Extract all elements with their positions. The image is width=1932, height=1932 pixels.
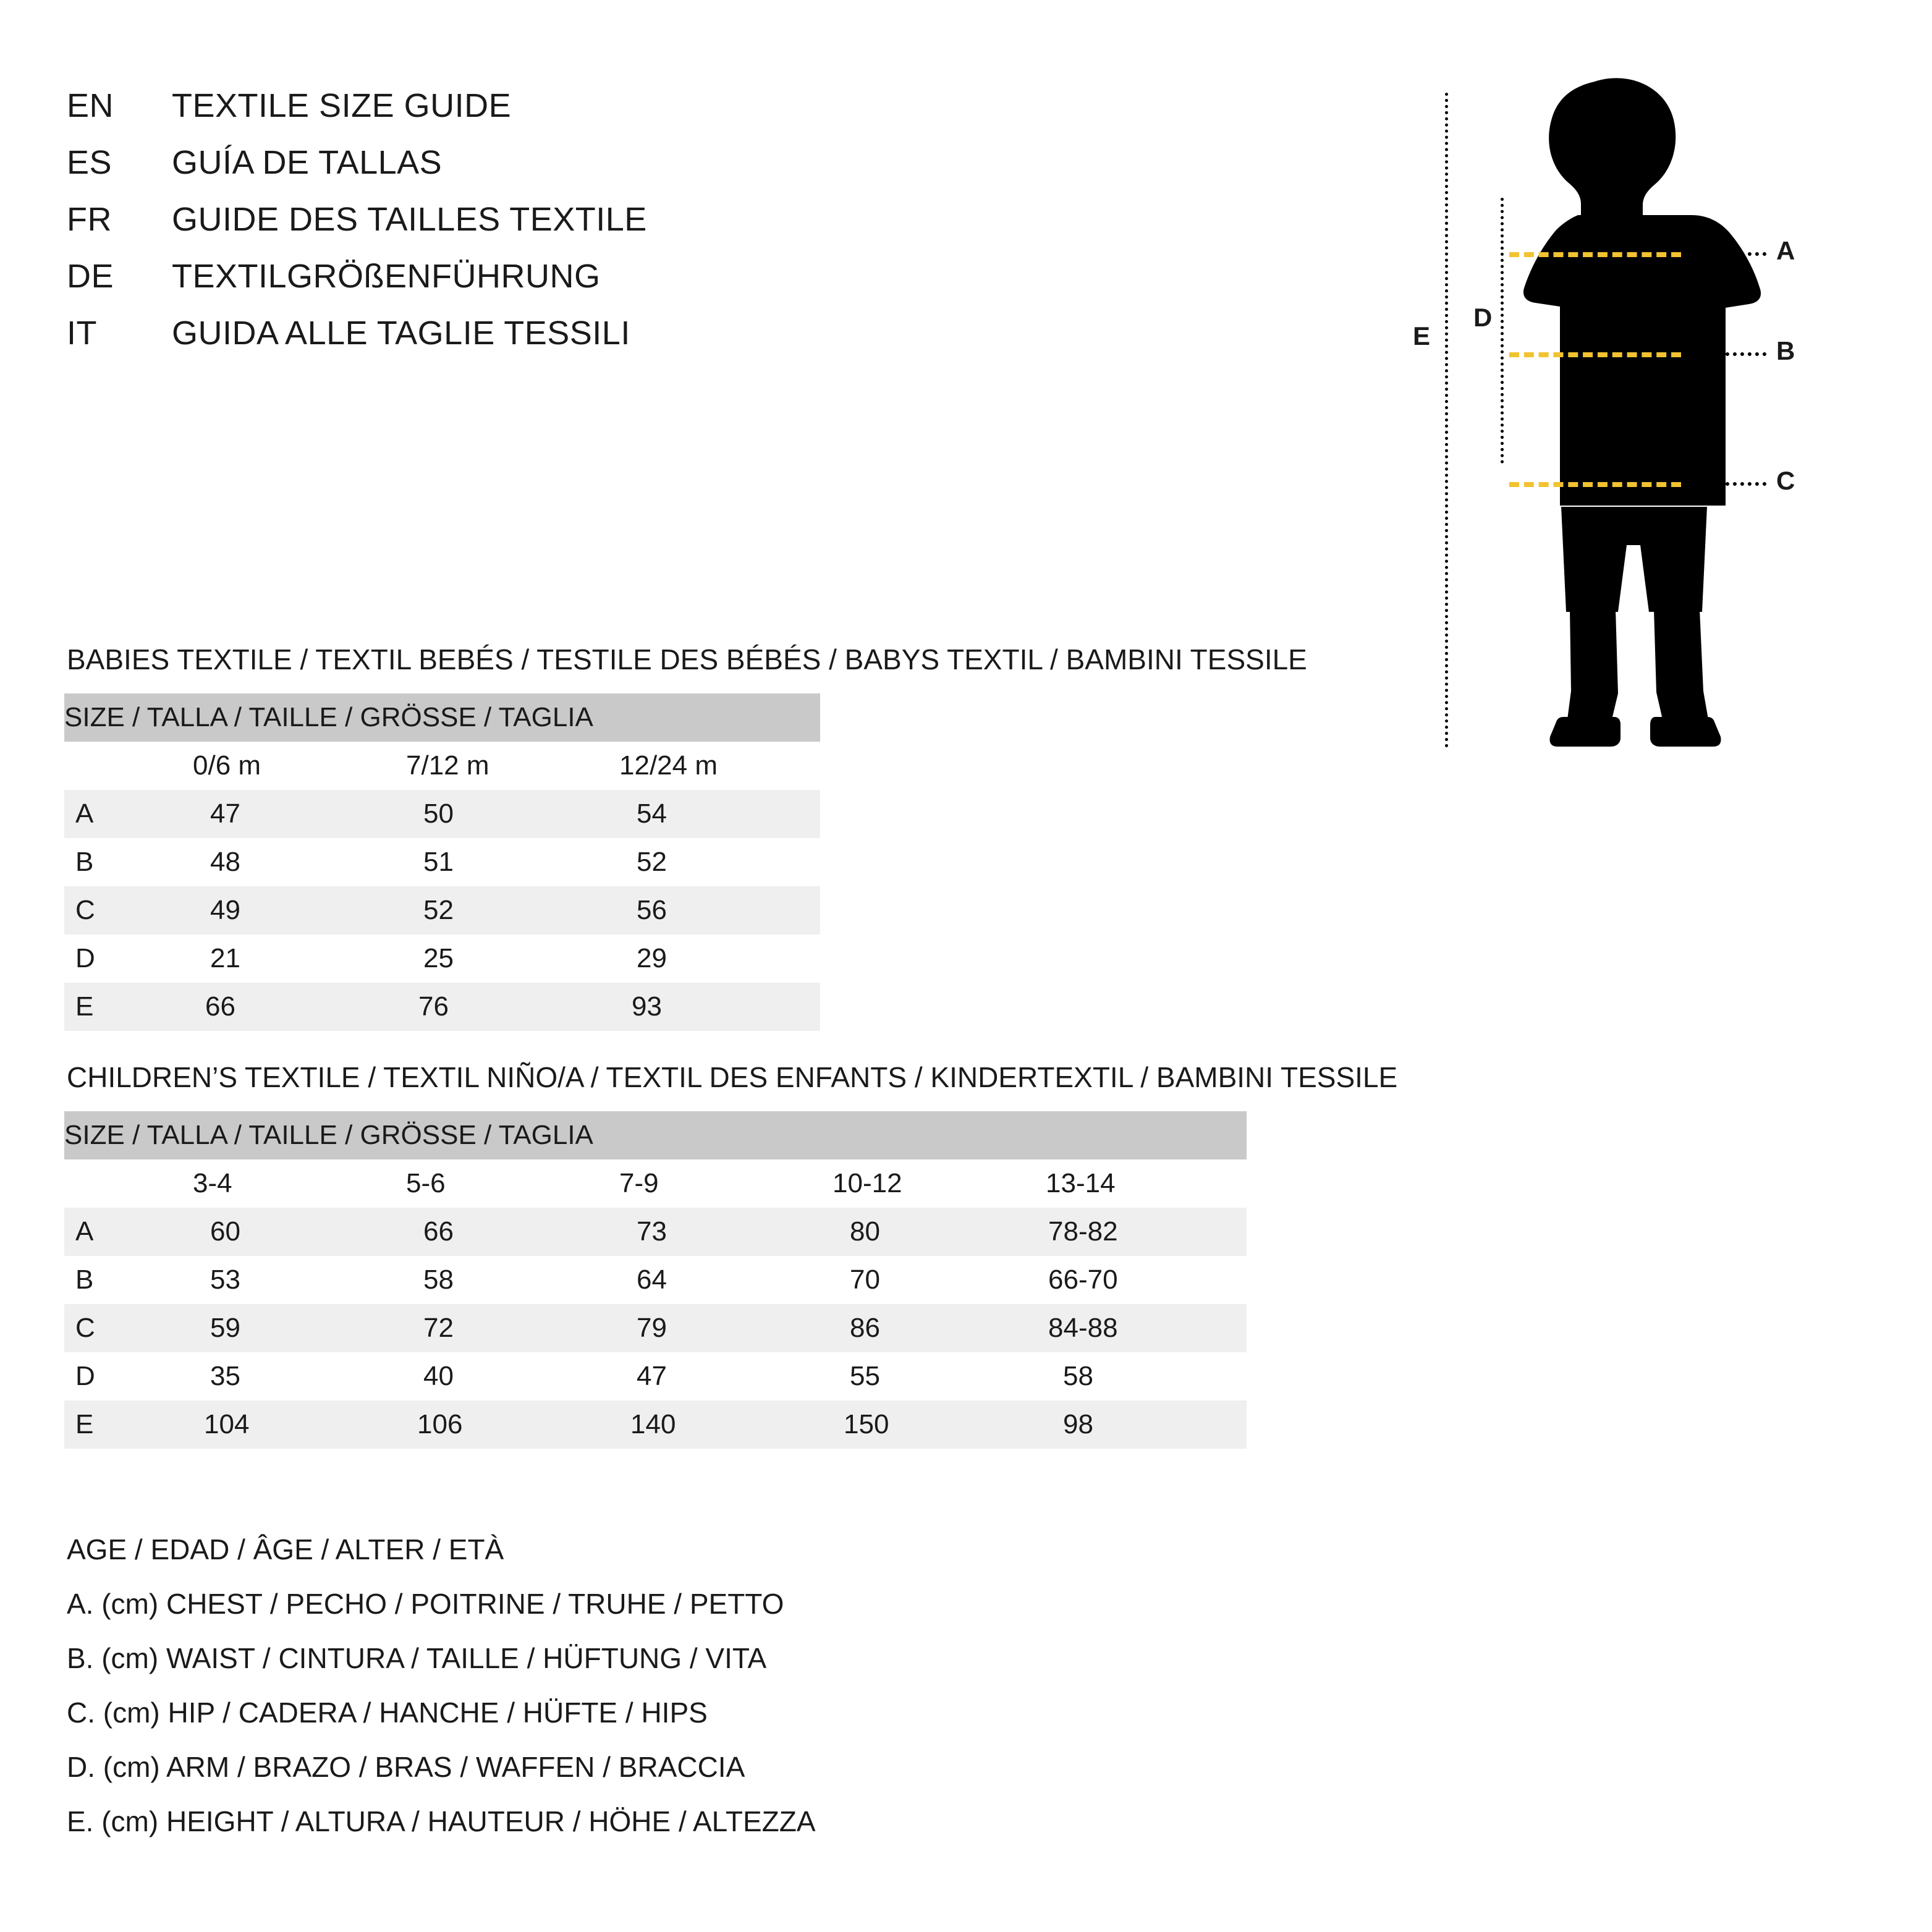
table-cell: 104 (180, 1400, 394, 1449)
language-row (67, 200, 1241, 257)
row-label: C (64, 1304, 180, 1352)
babies-size-table-wrapper (64, 693, 820, 1031)
table-row (64, 886, 820, 934)
table-cell: 40 (394, 1352, 607, 1400)
measurement-figure (1409, 74, 1891, 766)
table-row (64, 1304, 1247, 1352)
table-cell: 64 (607, 1256, 820, 1304)
table-cell: 79 (607, 1304, 820, 1352)
babies-column-header-row (64, 742, 820, 790)
table-cell: 21 (180, 934, 394, 983)
children-col-header: 10-12 (820, 1159, 1033, 1208)
measurement-legend (67, 1533, 1303, 1859)
babies-table-band-row (64, 693, 820, 742)
legend-line-height: E. (cm) HEIGHT / ALTURA / HAUTEUR / HÖHE / ALTEZZA (67, 1805, 816, 1837)
table-row (64, 838, 820, 886)
children-col-header: 13-14 (1033, 1159, 1247, 1208)
table-cell: 25 (394, 934, 607, 983)
table-cell: 80 (820, 1208, 1033, 1256)
table-cell: 53 (180, 1256, 394, 1304)
children-col-header: 7-9 (607, 1159, 820, 1208)
table-cell: 48 (180, 838, 394, 886)
row-label: B (64, 838, 180, 886)
figure-label-a: A (1776, 236, 1795, 265)
row-label: D (64, 1352, 180, 1400)
table-cell: 140 (607, 1400, 820, 1449)
table-cell: 84-88 (1033, 1304, 1247, 1352)
child-silhouette-icon (1502, 74, 1768, 748)
figure-label-b: B (1776, 336, 1795, 365)
children-column-header-row (64, 1159, 1247, 1208)
table-cell: 51 (394, 838, 607, 886)
waist-leader-line (1681, 352, 1766, 356)
language-title-block (67, 87, 1241, 371)
table-cell: 60 (180, 1208, 394, 1256)
table-cell: 49 (180, 886, 394, 934)
figure-label-e: E (1413, 321, 1431, 350)
babies-col-header: 7/12 m (394, 742, 607, 790)
hip-leader-line (1681, 482, 1766, 486)
children-size-table (64, 1111, 1247, 1449)
chest-measure-line (1509, 252, 1681, 257)
babies-size-table (64, 693, 820, 1031)
row-label: E (64, 983, 180, 1031)
children-col-header: 3-4 (180, 1159, 394, 1208)
language-row (67, 314, 1241, 371)
table-cell: 93 (607, 983, 820, 1031)
table-cell: 47 (607, 1352, 820, 1400)
language-row (67, 257, 1241, 314)
figure-label-d: D (1473, 303, 1493, 332)
table-cell: 86 (820, 1304, 1033, 1352)
table-cell: 150 (820, 1400, 1033, 1449)
babies-corner-cell (64, 742, 180, 790)
language-code: IT (67, 315, 97, 352)
babies-col-header: 12/24 m (607, 742, 820, 790)
legend-line-age: AGE / EDAD / ÂGE / ALTER / ETÀ (67, 1533, 504, 1566)
table-cell: 72 (394, 1304, 607, 1352)
row-label: E (64, 1400, 180, 1449)
table-cell: 66 (394, 1208, 607, 1256)
table-cell: 76 (394, 983, 607, 1031)
language-row (67, 143, 1241, 200)
table-cell: 47 (180, 790, 394, 838)
babies-col-header: 0/6 m (180, 742, 394, 790)
children-band-label: SIZE / TALLA / TAILLE / GRÖSSE / TAGLIA (64, 1111, 1247, 1159)
figure-label-c: C (1776, 466, 1795, 495)
language-code: DE (67, 258, 114, 295)
language-code: ES (67, 144, 112, 181)
table-cell: 52 (394, 886, 607, 934)
table-cell: 66 (180, 983, 394, 1031)
language-title: GUIDA ALLE TAGLIE TESSILI (172, 315, 630, 352)
table-row (64, 1400, 1247, 1449)
language-title: TEXTILE SIZE GUIDE (172, 87, 512, 124)
table-row (64, 1256, 1247, 1304)
language-row (67, 87, 1241, 143)
babies-section-heading: BABIES TEXTILE / TEXTIL BEBÉS / TESTILE DES BÉBÉS / BABYS TEXTIL / BAMBINI TESSILE (67, 643, 1307, 676)
table-cell: 55 (820, 1352, 1033, 1400)
hip-measure-line (1509, 482, 1681, 487)
legend-line-waist: B. (cm) WAIST / CINTURA / TAILLE / HÜFTUNG / VITA (67, 1642, 767, 1674)
table-cell: 58 (1033, 1352, 1247, 1400)
row-label: D (64, 934, 180, 983)
table-cell: 78-82 (1033, 1208, 1247, 1256)
legend-line-chest: A. (cm) CHEST / PECHO / POITRINE / TRUHE / PETTO (67, 1588, 784, 1620)
table-cell: 106 (394, 1400, 607, 1449)
children-corner-cell (64, 1159, 180, 1208)
legend-line-arm: D. (cm) ARM / BRAZO / BRAS / WAFFEN / BRACCIA (67, 1751, 745, 1783)
waist-measure-line (1509, 352, 1681, 357)
children-table-band-row (64, 1111, 1247, 1159)
table-cell: 56 (607, 886, 820, 934)
table-cell: 73 (607, 1208, 820, 1256)
language-title: TEXTILGRÖßENFÜHRUNG (172, 258, 601, 295)
row-label: B (64, 1256, 180, 1304)
babies-band-label: SIZE / TALLA / TAILLE / GRÖSSE / TAGLIA (64, 693, 820, 742)
legend-line-hip: C. (cm) HIP / CADERA / HANCHE / HÜFTE / HIPS (67, 1697, 708, 1729)
row-label: A (64, 1208, 180, 1256)
table-cell: 54 (607, 790, 820, 838)
table-row (64, 1352, 1247, 1400)
table-cell: 59 (180, 1304, 394, 1352)
table-row (64, 790, 820, 838)
table-cell: 58 (394, 1256, 607, 1304)
table-cell: 35 (180, 1352, 394, 1400)
table-cell: 29 (607, 934, 820, 983)
table-row (64, 1208, 1247, 1256)
children-col-header: 5-6 (394, 1159, 607, 1208)
children-size-table-wrapper (64, 1111, 1247, 1449)
chest-leader-line (1681, 252, 1766, 256)
language-code: FR (67, 201, 112, 238)
language-title: GUIDE DES TAILLES TEXTILE (172, 201, 647, 238)
height-guide-line-e (1445, 93, 1448, 748)
language-title: GUÍA DE TALLAS (172, 144, 443, 181)
children-section-heading: CHILDREN’S TEXTILE / TEXTIL NIÑO/A / TEXTIL DES ENFANTS / KINDERTEXTIL / BAMBINI TESSILE (67, 1061, 1398, 1093)
table-cell: 50 (394, 790, 607, 838)
row-label: A (64, 790, 180, 838)
row-label: C (64, 886, 180, 934)
table-row (64, 934, 820, 983)
table-cell: 98 (1033, 1400, 1247, 1449)
table-cell: 70 (820, 1256, 1033, 1304)
table-cell: 66-70 (1033, 1256, 1247, 1304)
table-cell: 52 (607, 838, 820, 886)
language-code: EN (67, 87, 114, 124)
table-row (64, 983, 820, 1031)
